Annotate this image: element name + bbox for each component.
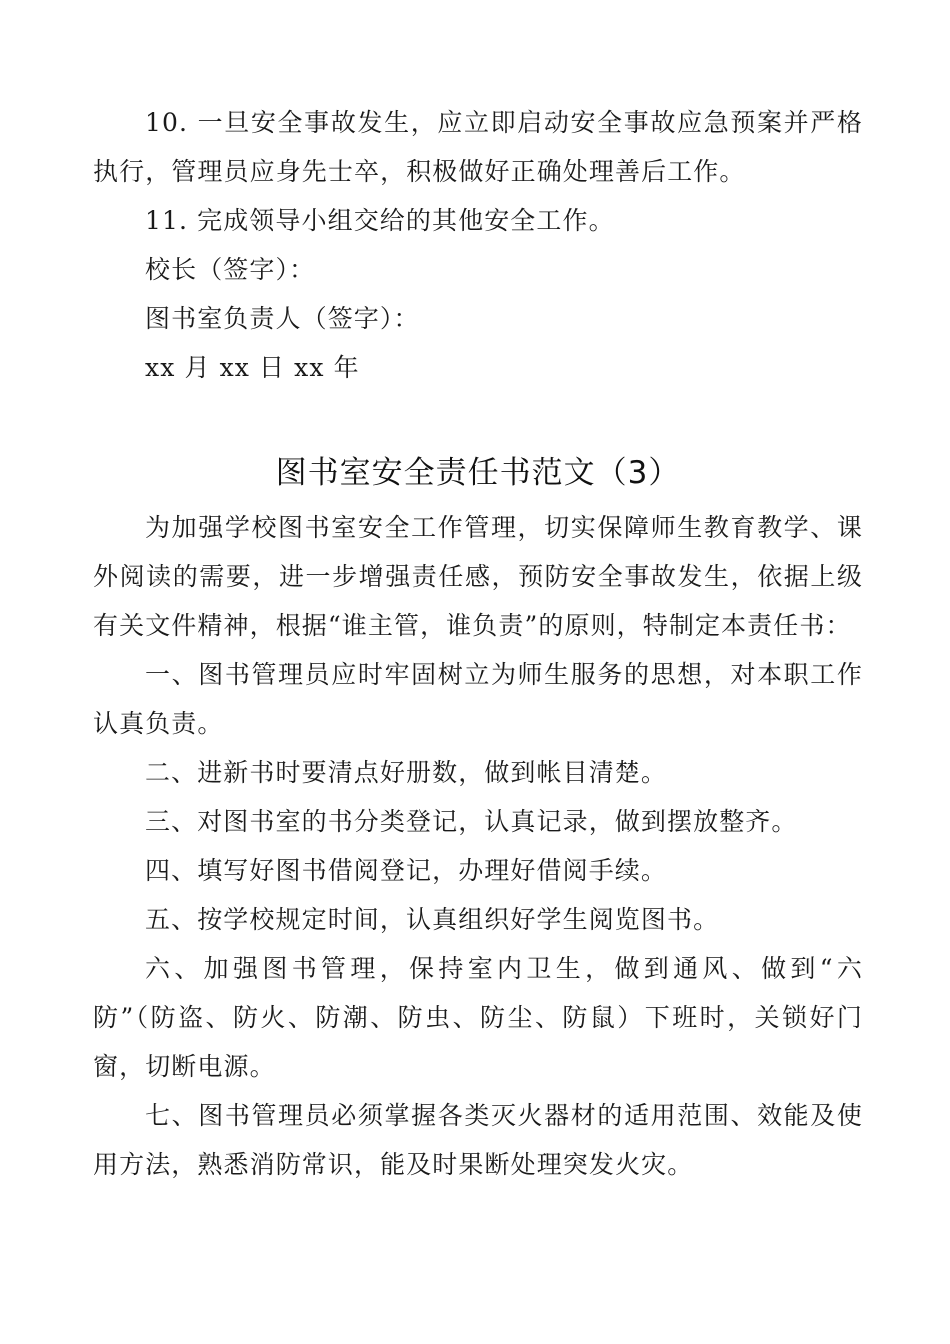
- principal-signature-line: 校长（签字）：: [145, 255, 316, 284]
- document-body: [93, 98, 863, 1189]
- clause-6: 六、加强图书管理，保持室内卫生，做到通风、做到“六防”（防盗、防火、防潮、防虫、防尘、防鼠）下班时，关锁好门窗，切断电源。: [93, 954, 863, 1081]
- clause-1: 一、图书管理员应时牢固树立为师生服务的思想，对本职工作认真负责。: [93, 660, 863, 738]
- paragraph-item-10: 10. 一旦安全事故发生，应立即启动安全事故应急预案并严格执行，管理员应身先士卒，积极做好正确处理善后工作。: [93, 108, 863, 186]
- clause-2: 二、进新书时要清点好册数，做到帐目清楚。: [145, 758, 668, 787]
- section-title: 图书室安全责任书范文（3）: [275, 455, 681, 491]
- intro-paragraph: 为加强学校图书室安全工作管理，切实保障师生教育教学、课外阅读的需要，进一步增强责任感，预防安全事故发生，依据上级有关文件精神，根据“谁主管，谁负责”的原则，特制定本责任书：: [93, 513, 863, 640]
- clause-3: 三、对图书室的书分类登记，认真记录，做到摆放整齐。: [145, 807, 798, 836]
- clause-7: 七、图书管理员必须掌握各类灭火器材的适用范围、效能及使用方法，熟悉消防常识，能及时果断处理突发火灾。: [93, 1101, 863, 1179]
- clause-4: 四、填写好图书借阅登记，办理好借阅手续。: [145, 856, 668, 885]
- paragraph-item-11: 11. 完成领导小组交给的其他安全工作。: [145, 206, 615, 235]
- clause-5: 五、按学校规定时间，认真组织好学生阅览图书。: [145, 905, 720, 934]
- date-line: xx 月 xx 日 xx 年: [145, 353, 360, 382]
- library-head-signature-line: 图书室负责人（签字）：: [145, 304, 420, 333]
